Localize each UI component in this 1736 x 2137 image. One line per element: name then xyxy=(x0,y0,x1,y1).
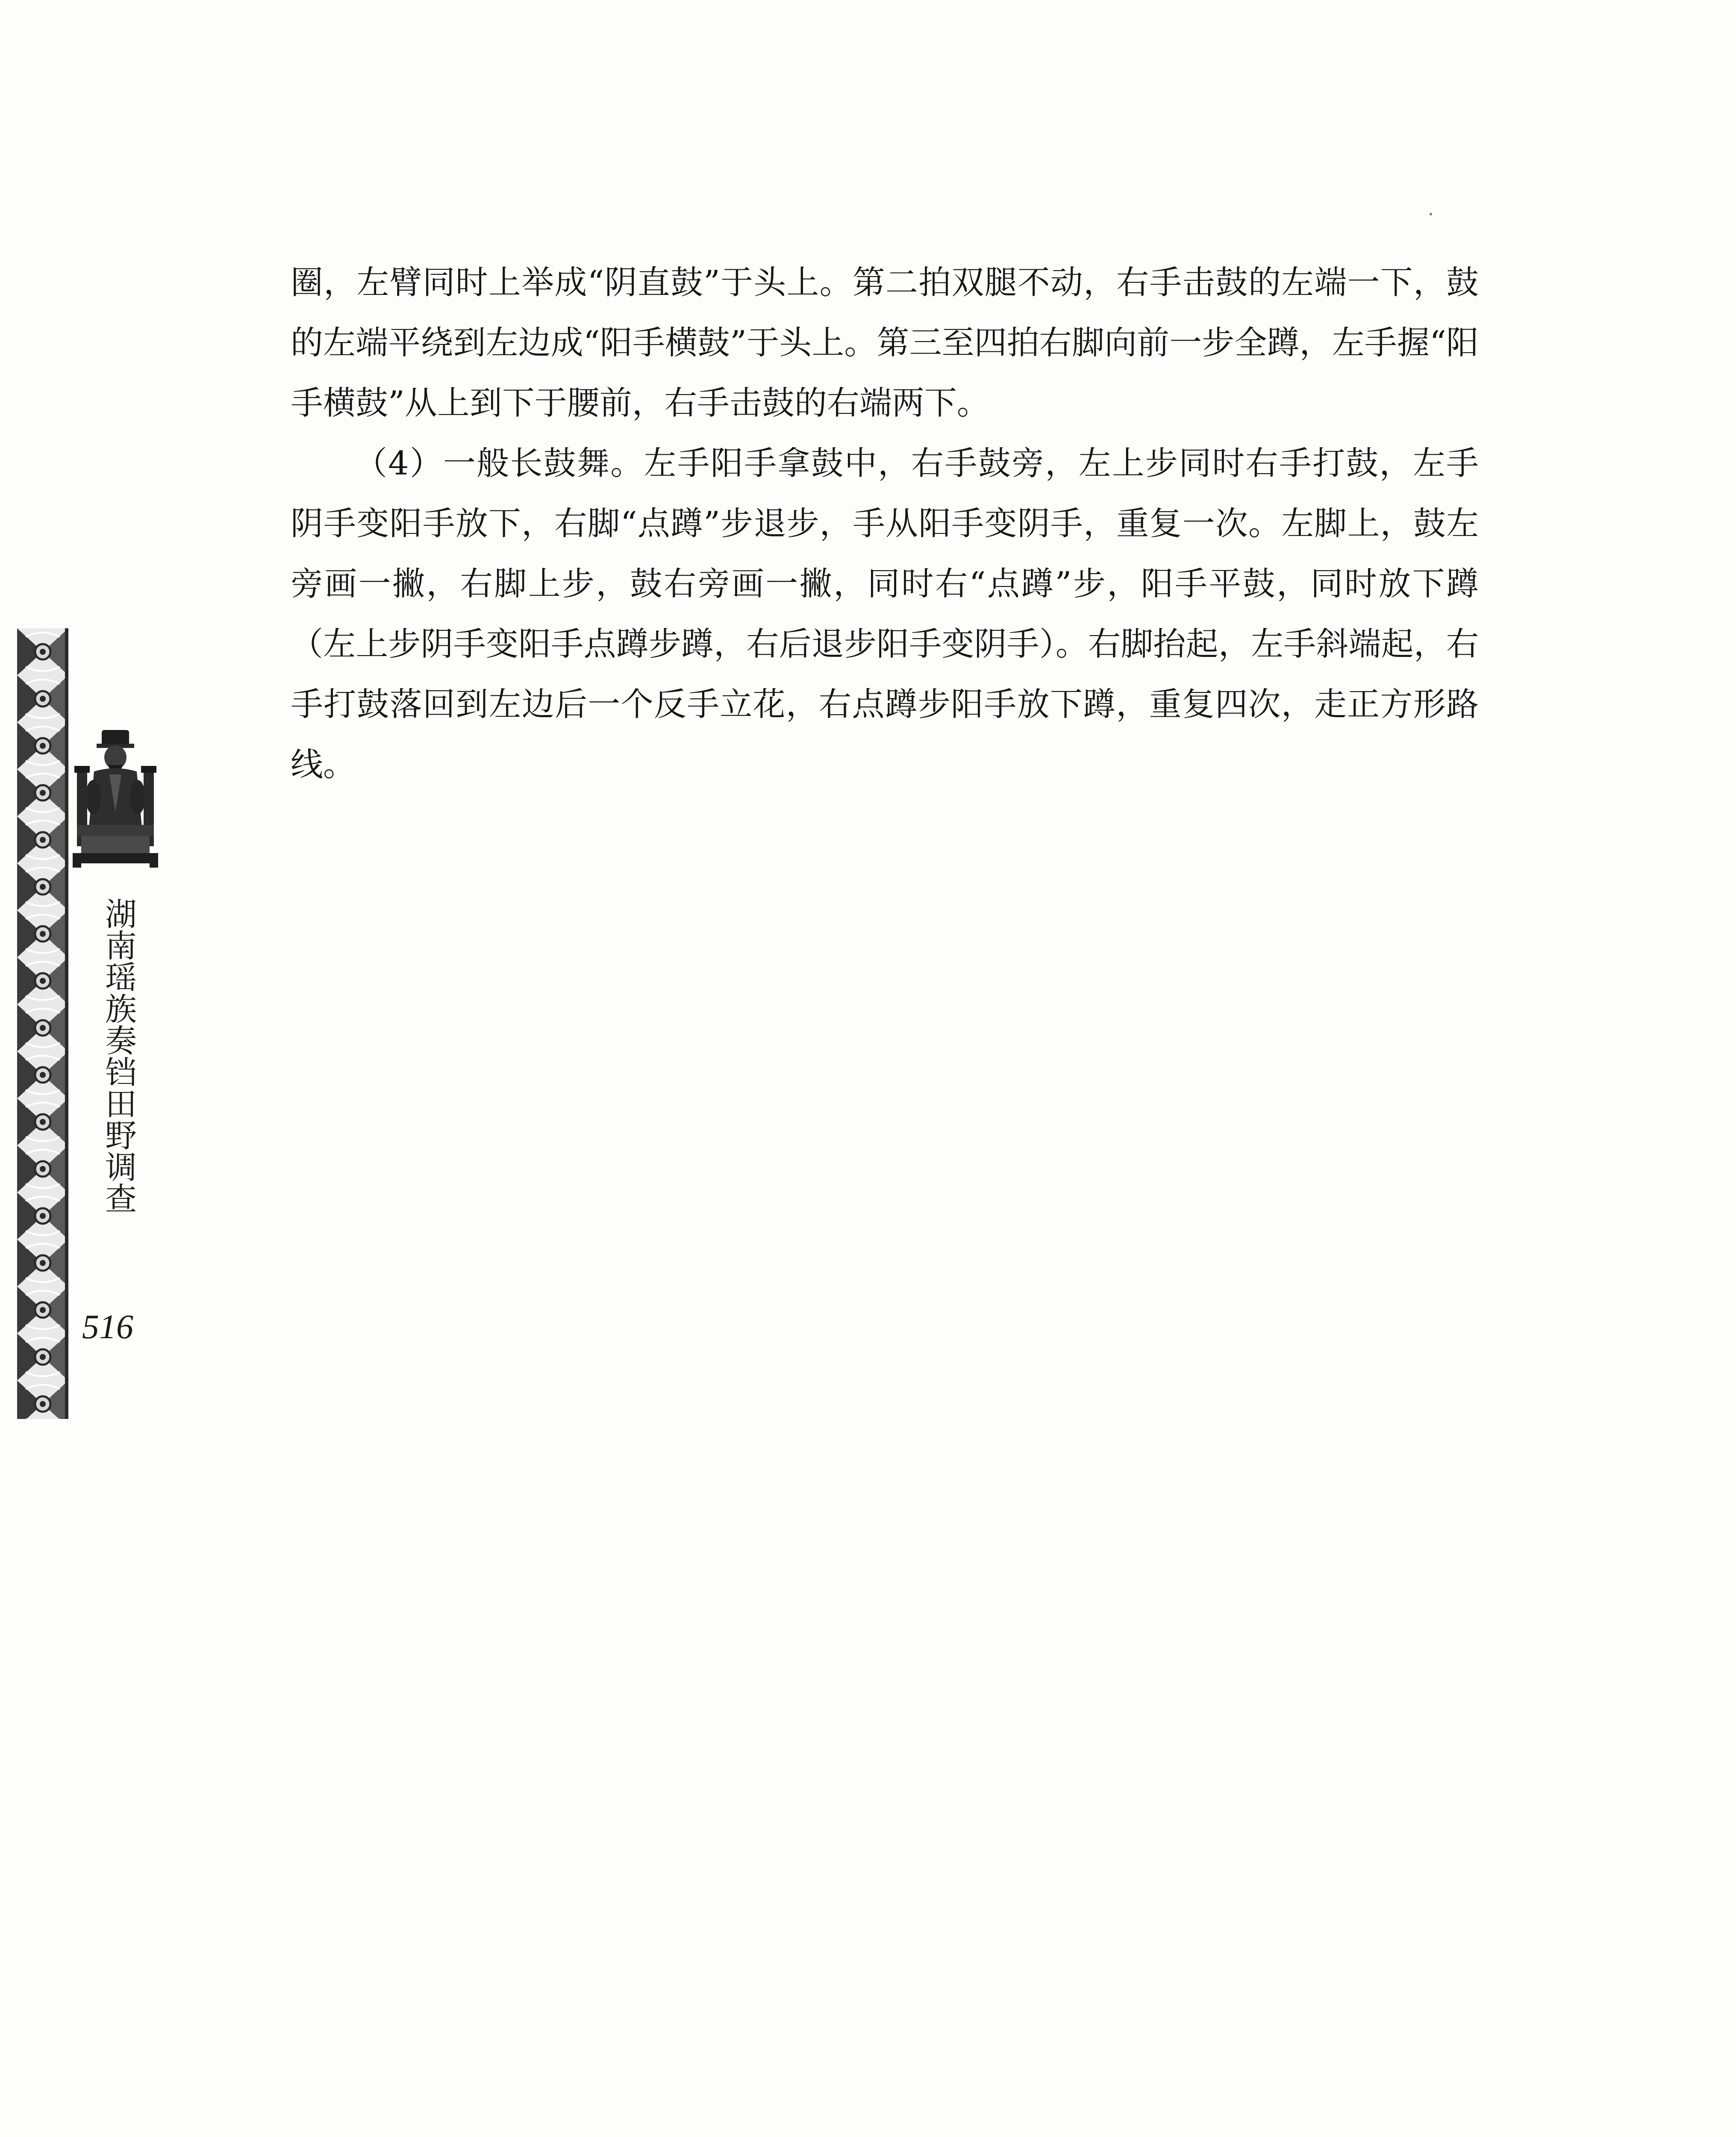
seated-figure-icon xyxy=(68,727,162,868)
paragraph: （4）一般长鼓舞。左手阳手拿鼓中，右手鼓旁，左上步同时右手打鼓，左手阴手变阳手放下，右脚“点蹲”步退步，手从阳手变阴手，重复一次。左脚上，鼓左旁画一撇，右脚上步，鼓右旁画一撇，同时右“点蹲”步，阳手平鼓，同时放下蹲（左上步阴手变阳手点蹲步蹲，右后退步阳手变阴手）。右脚抬起，左手斜端起，右手打鼓落回到左边后一个反手立花，右点蹲步阳手放下蹲，重复四次，走正方形路线。 xyxy=(291,444,1479,783)
body-text xyxy=(291,252,1479,795)
paragraph: 圈，左臂同时上举成“阴直鼓”于头上。第二拍双腿不动，右手击鼓的左端一下，鼓的左端平绕到左边成“阳手横鼓”于头上。第三至四拍右脚向前一步全蹲，左手握“阳手横鼓”从上到下于腰前，右手击鼓的右端两下。 xyxy=(291,263,1479,422)
scan-speck xyxy=(1430,213,1432,215)
running-title: 湖南瑶族奏铛田野调查 xyxy=(100,898,137,1214)
page-number: 516 xyxy=(82,1308,133,1346)
ornamental-border-icon xyxy=(17,628,68,1419)
